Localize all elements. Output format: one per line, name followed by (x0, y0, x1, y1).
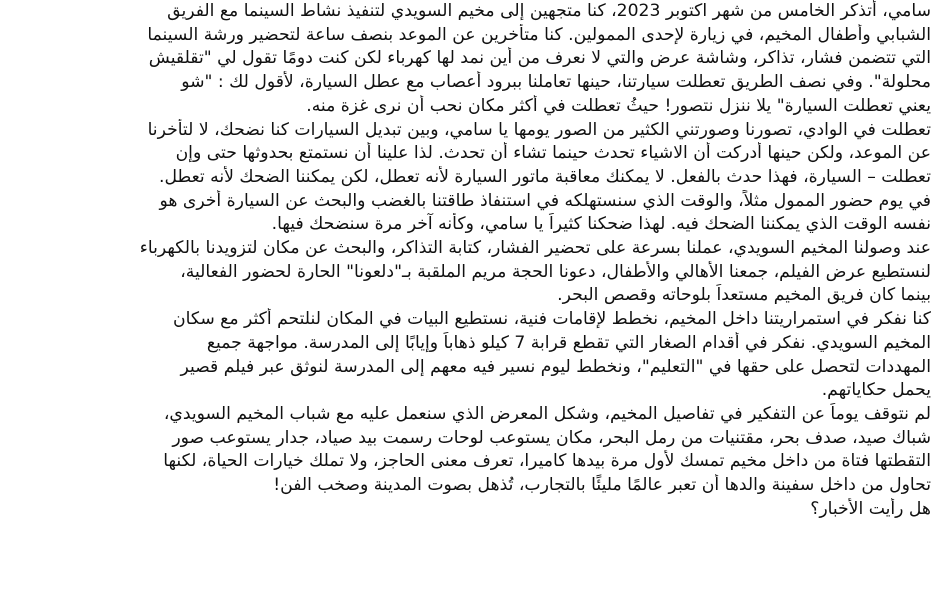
text-line: تحاول من داخل سفينة والدها أن تعبر عالمًا مليئًا بالتجارب، تُذهل بصوت المدينة وصخب الفن! (273, 475, 931, 496)
text-line: لنستطيع عرض الفيلم، جمعنا الأهالي والأطفال، دعونا الحجة مريم الملقبة بـ"دلعونا" الحارة لحضور الفعالية، (180, 261, 931, 282)
text-line: عن الموعد، ولكن حينها أدركت أن الاشياء تحدث حينما تشاء أن تحدث. لذا علينا أن نستمتع بحدوثها حتى وإن (175, 143, 931, 164)
text-line: شباك صيد، صدف بحر، مقتنيات من رمل البحر، مكان يستوعب لوحات رسمت بيد صياد، جدار يستوعب صور (172, 427, 931, 448)
text-line: كنا نفكر في استمراريتنا داخل المخيم، نخطط لإقامات فنية، نستطيع البيات في المكان لنلتحم أكثر مع سكان (172, 309, 931, 330)
text-line: الشبابي وأطفال المخيم، في زيارة لإحدى الممولين. كنا متأخرين عن الموعد بنصف ساعة لتحضير ورشة السينما (147, 24, 931, 45)
text-line: تعطلت في الوادي، تصورنا وصورتني الكثير من الصور يومها يا سامي، وبين تبديل السيارات كنا نضحك، لا لتأخرنا (147, 119, 931, 140)
paragraph-3 (6, 190, 931, 237)
text-line: في يوم حضور الممول مثلاً، والوقت الذي سنستهلكه في استنفاذ طاقتنا بالغضب والبحث عن السيارة أخرى هو (159, 190, 931, 211)
text-line: يعني تعطلت السيارة" يلا ننزل نتصور! حيثُ تعطلت في أكثر مكان نحب أن نرى غزة منه. (306, 95, 931, 116)
text-line: عند وصولنا المخيم السويدي، عملنا بسرعة على تحضير الفشار، كتابة التذاكر، والبحث عن مكان لتزويدنا بالكهرباء (139, 238, 931, 259)
text-line: التي تتضمن فشار، تذاكر، وشاشة عرض والتي لا نعرف من أين نمد لها كهرباء لكن كنت دومًا تقول لي "تقلقيش (148, 48, 931, 69)
paragraph-4 (6, 237, 931, 308)
text-line: هل رأيت الأخبار؟ (810, 498, 931, 519)
text-line: يحمل حكاياتهم. (821, 380, 931, 401)
paragraph-6 (6, 403, 931, 522)
text-line: التقطتها فتاة من داخل مخيم تمسك لأول مرة بيدها كاميرا، تعرف معنى الحاجز، ولا تملك خيارات الحياة، لكنها (163, 451, 931, 472)
text-line: سامي، أتذكر الخامس من شهر اكتوبر 2023، كنا متجهين إلى مخيم السويدي لتنفيذ نشاط السينما مع الفريق (167, 1, 931, 21)
text-line: لم نتوقف يوماً عن التفكير في تفاصيل المخيم، وشكل المعرض الذي سنعمل عليه مع شباب المخيم السويدي، (163, 403, 931, 424)
paragraph-5 (6, 308, 931, 403)
paragraph-2 (6, 119, 931, 190)
text-line: بينما كان فريق المخيم مستعداً بلوحاته وقصص البحر. (557, 285, 931, 306)
text-line: المهددات لتحصل على حقها في "التعليم"، ونخطط ليوم نسير فيه معهم إلى المدرسة لنوثق عبر فيلم قصير (180, 356, 931, 377)
text-line: نفسه الوقت الذي يمكننا الضحك فيه. لهذا ضحكنا كثيراً يا سامي، وكأنه آخر مرة سنضحك فيها. (271, 214, 931, 235)
text-line: محلولة". وفي نصف الطريق تعطلت سيارتنا، حينها تعاملنا ببرود أعصاب مع عطل السيارة، لأقول لك : "شو (181, 72, 931, 93)
text-line: المخيم السويدي. نفكر في أقدام الصغار التي تقطع قرابة 7 كيلو ذهاباً وإيابًا إلى المدرسة. مواجهة جميع (206, 332, 931, 353)
paragraph-1 (6, 0, 931, 119)
text-line: تعطلت – السيارة، فهذا حدث بالفعل. لا يمكنك معاقبة ماتور السيارة لأنه تعطل، لكن يمكننا الضحك لأنه تعطل. (159, 166, 931, 187)
